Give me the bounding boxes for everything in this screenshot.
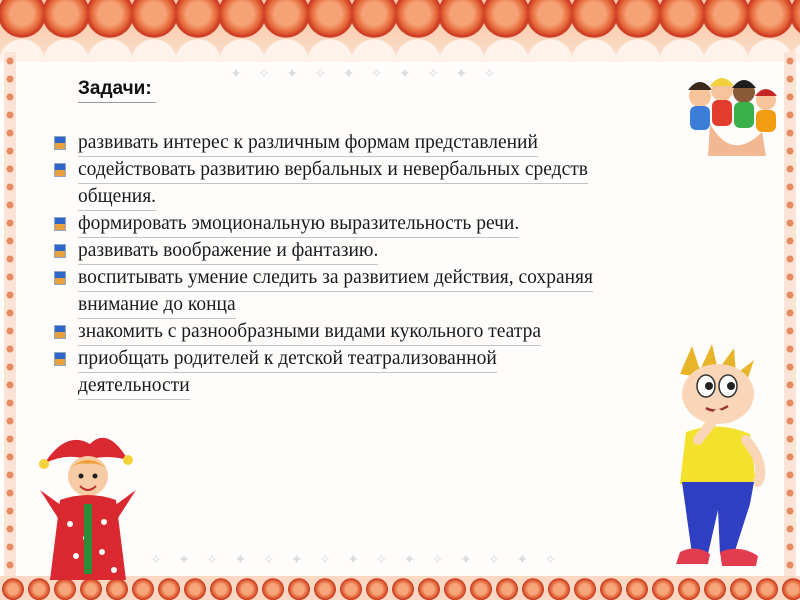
task-text: приобщать родителей к детской театрализованной	[78, 346, 497, 373]
task-text: формировать эмоциональную выразительность речи.	[78, 211, 519, 238]
task-text: содействовать развитию вербальных и невербальных средств	[78, 157, 588, 184]
finger-puppets-illustration	[682, 72, 782, 156]
task-text: развивать интерес к различным формам представлений	[78, 130, 538, 157]
list-item	[54, 130, 734, 157]
garland-border-top	[0, 0, 800, 62]
task-text: деятельности	[78, 373, 190, 400]
list-item	[54, 346, 734, 400]
list-item	[54, 211, 734, 238]
list-item	[54, 319, 734, 346]
sparkle-decoration: ✧ ✦ ✧ ✦ ✧ ✦ ✧ ✦ ✧ ✦ ✧ ✦ ✧ ✦ ✧	[150, 552, 563, 568]
list-item	[54, 157, 734, 211]
thinking-boy-illustration	[640, 344, 790, 570]
task-text: воспитывать умение следить за развитием действия, сохраняя	[78, 265, 593, 292]
bullet-icon	[54, 271, 66, 285]
bullet-icon	[54, 352, 66, 366]
bullet-icon	[54, 325, 66, 339]
bullet-icon	[54, 136, 66, 150]
slide-heading: Задачи:	[78, 78, 156, 103]
task-list	[54, 130, 734, 400]
border-left	[4, 52, 16, 578]
task-text: внимание до конца	[78, 292, 236, 319]
bullet-icon	[54, 217, 66, 231]
list-item	[54, 238, 734, 265]
list-item	[54, 265, 734, 319]
bullet-icon	[54, 163, 66, 177]
jester-child-illustration	[26, 430, 146, 580]
sparkle-decoration: ✦ ✧ ✦ ✧ ✦ ✧ ✦ ✧ ✦ ✧	[230, 66, 502, 82]
bullet-icon	[54, 244, 66, 258]
task-text: развивать воображение и фантазию.	[78, 238, 378, 265]
task-text: общения.	[78, 184, 156, 211]
task-text: знакомить с разнообразными видами кукольного театра	[78, 319, 541, 346]
